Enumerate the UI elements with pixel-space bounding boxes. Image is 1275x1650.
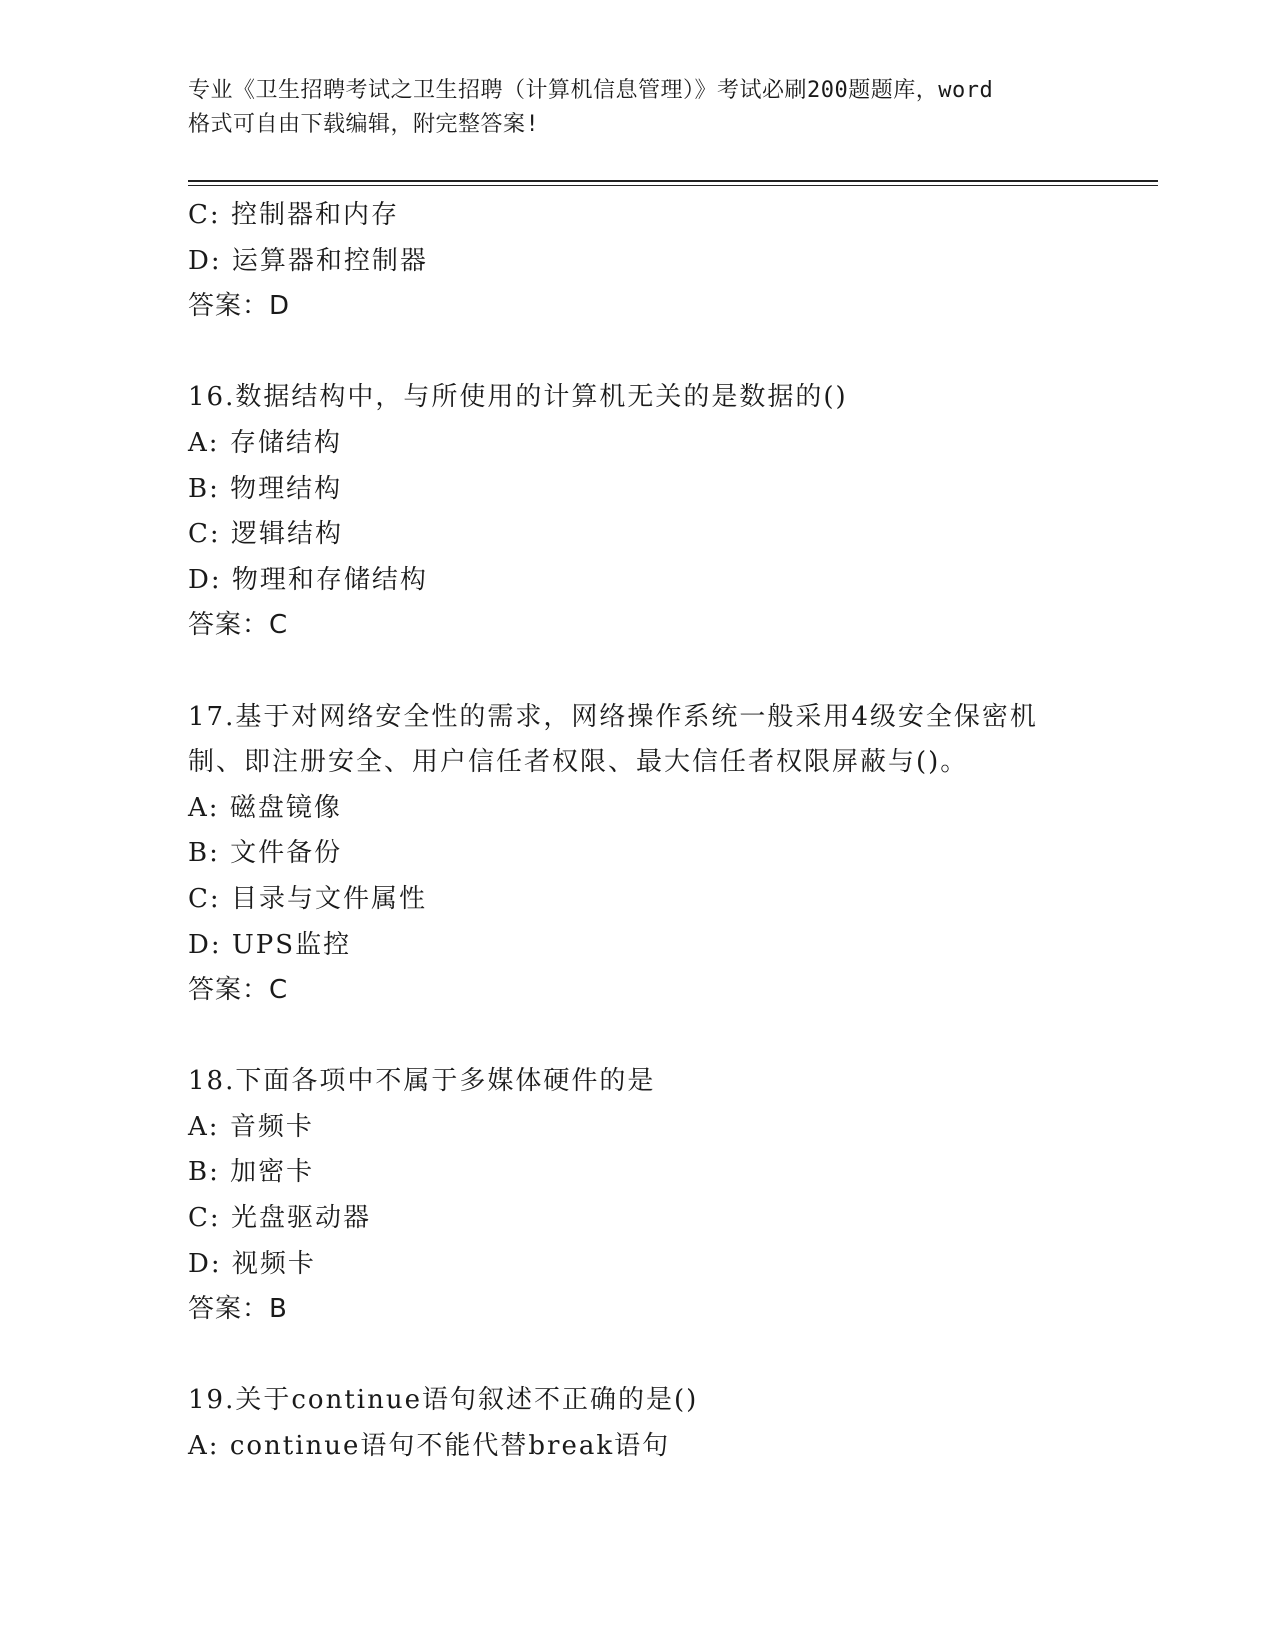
- option-line: [188, 1150, 1158, 1196]
- answer-value: C: [269, 610, 289, 641]
- option-text: 光盘驱动器: [230, 1203, 371, 1234]
- question-stem-text: 制、即注册安全、用户信任者权限、最大信任者权限屏蔽与()。: [188, 747, 969, 778]
- question-number: 16: [188, 382, 226, 413]
- option-text: 物理结构: [230, 473, 343, 504]
- question-gap: [188, 1014, 1158, 1060]
- option-separator: :: [209, 473, 231, 504]
- option-separator: :: [209, 1157, 231, 1188]
- question-number-dot: .: [225, 1385, 236, 1416]
- option-text: 物理和存储结构: [231, 564, 428, 595]
- answer-value: C: [269, 975, 289, 1006]
- option-letter: D: [188, 245, 211, 276]
- question-stem-text: 数据结构中，与所使用的计算机无关的是数据的(): [235, 382, 848, 413]
- option-line: [188, 193, 1158, 239]
- option-text: 加密卡: [230, 1157, 315, 1188]
- option-separator: :: [209, 519, 231, 550]
- answer-line: [188, 968, 1158, 1014]
- answer-line: [188, 603, 1158, 649]
- option-line: [188, 558, 1158, 604]
- question-number: 18: [188, 1066, 226, 1097]
- option-line: [188, 512, 1158, 558]
- option-text: 逻辑结构: [230, 519, 343, 550]
- question-gap: [188, 330, 1158, 376]
- option-letter: D: [188, 564, 211, 595]
- option-line: [188, 421, 1158, 467]
- question-gap: [188, 649, 1158, 695]
- option-separator: :: [208, 1431, 230, 1462]
- question-stem-text: 基于对网络安全性的需求，网络操作系统一般采用4级安全保密机: [235, 701, 1038, 732]
- option-text: 文件备份: [230, 838, 343, 869]
- option-text: 目录与文件属性: [230, 883, 427, 914]
- question-stem-text: 下面各项中不属于多媒体硬件的是: [235, 1066, 656, 1097]
- option-line: [188, 877, 1158, 923]
- option-separator: :: [209, 200, 231, 230]
- option-separator: :: [210, 245, 232, 276]
- option-text: continue语句不能代替break语句: [229, 1431, 671, 1462]
- question-number-dot: .: [225, 1066, 236, 1097]
- option-line: [188, 831, 1158, 877]
- answer-value: B: [269, 1294, 288, 1325]
- answer-label: 答案：: [188, 975, 270, 1006]
- question-number: 17: [188, 701, 226, 732]
- document-header: [188, 74, 1088, 142]
- option-letter: C: [188, 200, 210, 230]
- option-text: 控制器和内存: [230, 200, 399, 230]
- option-separator: :: [210, 1248, 232, 1279]
- option-letter: A: [188, 792, 209, 823]
- option-letter: B: [188, 473, 210, 504]
- option-text: 存储结构: [229, 427, 342, 458]
- question-stem: [188, 695, 1158, 741]
- answer-label: 答案：: [188, 1294, 270, 1325]
- header-divider: [188, 180, 1158, 186]
- option-text: UPS监控: [231, 929, 352, 960]
- question-stem: [188, 1378, 1158, 1424]
- question-stem: [188, 740, 1158, 786]
- question-number: 19: [188, 1385, 226, 1416]
- option-letter: A: [188, 427, 209, 458]
- question-list: [188, 193, 1158, 1470]
- option-letter: D: [188, 929, 211, 960]
- document-page: [188, 0, 1158, 1650]
- option-line: [188, 239, 1158, 285]
- option-separator: :: [208, 427, 230, 458]
- option-line: [188, 467, 1158, 513]
- question-number-dot: .: [225, 701, 236, 732]
- option-line: [188, 786, 1158, 832]
- option-letter: C: [188, 519, 210, 550]
- answer-label: 答案：: [188, 610, 270, 641]
- header-title-line-2: 格式可自由下载编辑，附完整答案!: [188, 112, 540, 137]
- option-separator: :: [209, 1203, 231, 1234]
- option-separator: :: [209, 838, 231, 869]
- option-line: [188, 1242, 1158, 1288]
- option-text: 音频卡: [229, 1111, 314, 1142]
- option-letter: C: [188, 883, 210, 914]
- option-text: 视频卡: [231, 1248, 316, 1279]
- option-letter: A: [188, 1111, 209, 1142]
- option-separator: :: [210, 929, 232, 960]
- question-gap: [188, 1333, 1158, 1379]
- option-line: [188, 1424, 1158, 1470]
- answer-label: 答案：: [188, 291, 270, 322]
- option-letter: B: [188, 838, 210, 869]
- question-stem: [188, 1059, 1158, 1105]
- option-separator: :: [209, 883, 231, 914]
- option-letter: B: [188, 1157, 210, 1188]
- option-line: [188, 1196, 1158, 1242]
- option-letter: A: [188, 1431, 209, 1462]
- answer-line: [188, 284, 1158, 330]
- question-stem: [188, 375, 1158, 421]
- option-separator: :: [210, 564, 232, 595]
- question-stem-text: 关于continue语句叙述不正确的是(): [235, 1385, 699, 1416]
- option-line: [188, 923, 1158, 969]
- option-letter: C: [188, 1203, 210, 1234]
- option-text: 运算器和控制器: [231, 245, 428, 276]
- option-line: [188, 1105, 1158, 1151]
- option-text: 磁盘镜像: [229, 792, 342, 823]
- question-number-dot: .: [225, 382, 236, 413]
- option-separator: :: [208, 1111, 230, 1142]
- header-title-line-1: 专业《卫生招聘考试之卫生招聘（计算机信息管理）》考试必刷200题题库，word: [188, 78, 994, 103]
- option-separator: :: [208, 792, 230, 823]
- answer-line: [188, 1287, 1158, 1333]
- answer-value: D: [269, 291, 291, 322]
- option-letter: D: [188, 1248, 211, 1279]
